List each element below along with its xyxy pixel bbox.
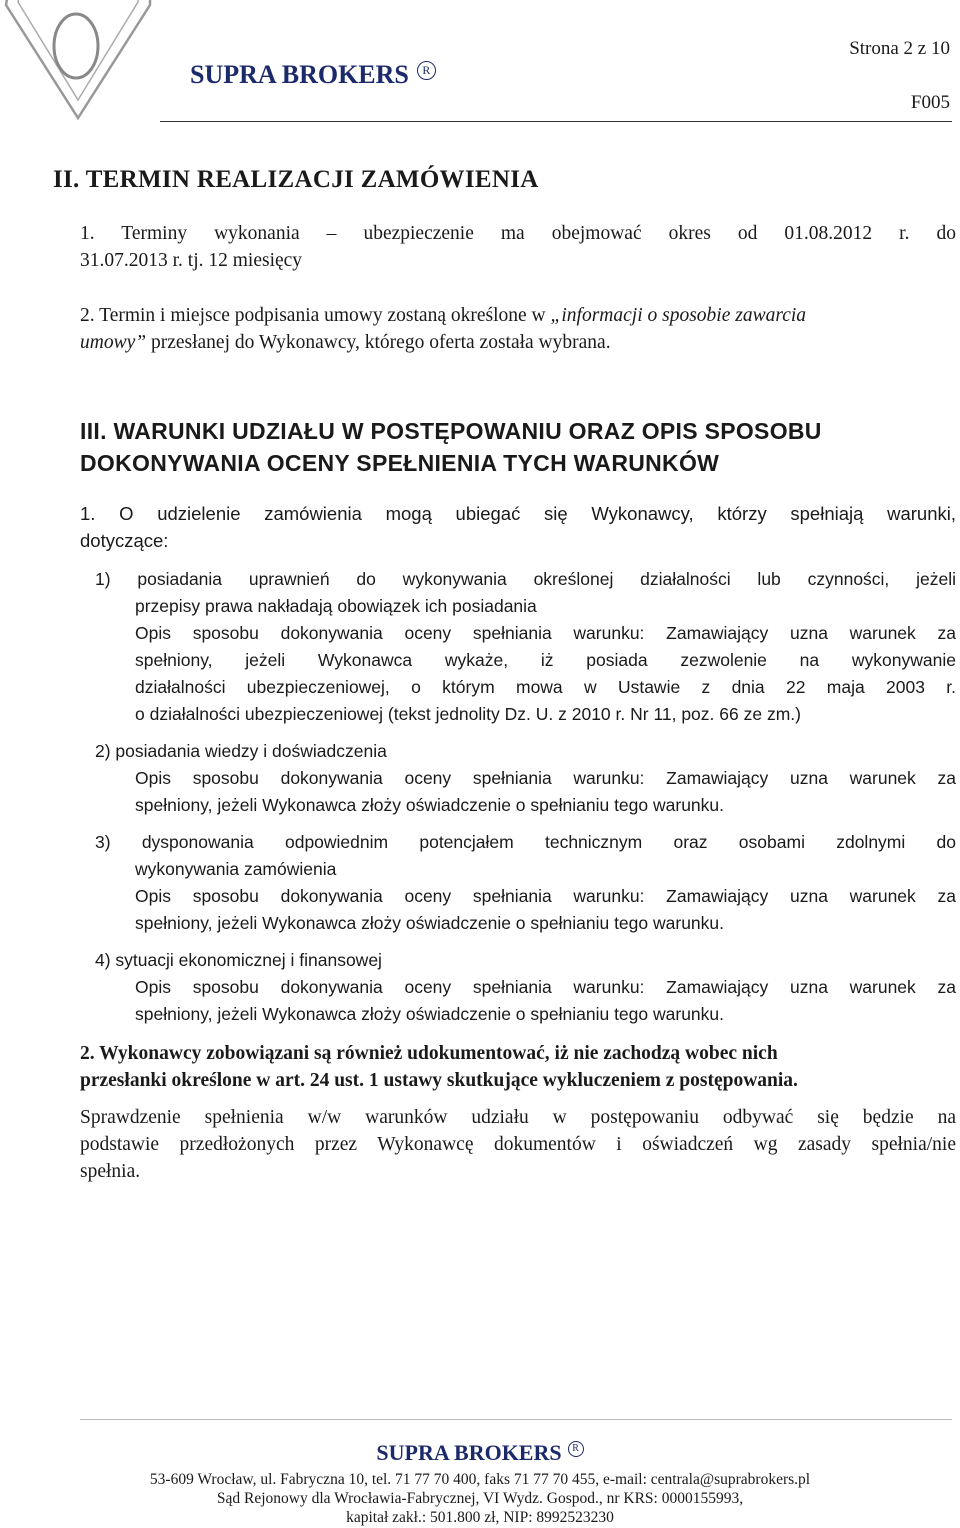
page-number: Strona 2 z 10 [849, 38, 950, 59]
section-2-item-1-line-2: 31.07.2013 r. tj. 12 miesięcy [80, 250, 303, 271]
section-2-item-1-line-1: 1. Terminy wykonania – ubezpieczenie ma obejmować okres od 01.08.2012 r. do [80, 223, 956, 244]
item-2-italic-title: „informacji o sposobie zawarcia [550, 305, 807, 326]
condition-4-line-3: spełniony, jeżeli Wykonawca złoży oświadczenie o spełnianiu tego warunku. [135, 1004, 725, 1024]
point-2-line-2: przesłanki określone w art. 24 ust. 1 ustawy skutkujące wykluczeniem z postępowania. [80, 1070, 798, 1091]
condition-1-line-4: spełniony, jeżeli Wykonawca wykaże, iż posiada zezwolenie na wykonywanie [135, 650, 956, 670]
verification-line-3: spełnia. [80, 1161, 141, 1182]
footer-address: 53-609 Wrocław, ul. Fabryczna 10, tel. 71 77 70 400, faks 71 77 70 455, e-mail: centrala@suprabrokers.pl [149, 1471, 811, 1488]
footer-capital: kapitał zakł.: 501.800 zł, NIP: 8992523230 [346, 1509, 614, 1526]
section-2-heading: II. TERMIN REALIZACJI ZAMÓWIENIA [53, 166, 539, 193]
condition-1-line-3: Opis sposobu dokonywania oceny spełniania warunku: Zamawiający uzna warunek za [135, 623, 956, 643]
company-logo [0, 0, 160, 125]
section-3-intro-line-2: dotyczące: [80, 530, 169, 551]
condition-3-line-3: Opis sposobu dokonywania oceny spełniania warunku: Zamawiający uzna warunek za [135, 886, 956, 906]
registered-mark: R [417, 61, 436, 80]
footer-rule [80, 1419, 952, 1420]
item-2-italic-title-end: umowy” [80, 332, 147, 353]
section-3-heading-line-2: DOKONYWANIA OCENY SPEŁNIENIA TYCH WARUNKÓW [80, 450, 720, 476]
condition-4-line-1: 4) sytuacji ekonomicznej i finansowej [95, 950, 382, 970]
verification-line-1: Sprawdzenie spełnienia w/w warunków udziału w postępowaniu odbywać się będzie na [80, 1107, 956, 1128]
footer-registry: Sąd Rejonowy dla Wrocławia-Fabrycznej, VI Wydz. Gospod., nr KRS: 0000155993, [216, 1490, 744, 1507]
section-2-item-2-line-1 [80, 302, 806, 329]
condition-3-line-2: wykonywania zamówienia [135, 859, 337, 879]
document-code: F005 [910, 92, 950, 113]
condition-4-line-2: Opis sposobu dokonywania oceny spełniania warunku: Zamawiający uzna warunek za [135, 977, 956, 997]
condition-3-line-1: 3) dysponowania odpowiednim potencjałem technicznym oraz osobami zdolnymi do [95, 832, 956, 852]
footer-registered-mark: R [568, 1441, 584, 1457]
section-3-intro-line-1: 1. O udzielenie zamówienia mogą ubiegać się Wykonawcy, którzy spełniają warunki, [80, 503, 956, 524]
footer-brand: SUPRA BROKERS R [0, 1440, 960, 1466]
condition-1-line-2: przepisy prawa nakładają obowiązek ich posiadania [135, 596, 537, 616]
condition-1-line-1: 1) posiadania uprawnień do wykonywania określonej działalności lub czynności, jeżeli [95, 569, 956, 589]
item-2-text: 2. Termin i miejsce podpisania umowy zostaną określone w [80, 305, 551, 326]
section-2-item-2-line-2 [80, 329, 611, 356]
verification-line-2: podstawie przedłożonych przez Wykonawcę dokumentów i oświadczeń wg zasady spełnia/nie [80, 1134, 956, 1155]
condition-2-line-2: Opis sposobu dokonywania oceny spełniania warunku: Zamawiający uzna warunek za [135, 768, 956, 788]
condition-1-line-6: o działalności ubezpieczeniowej (tekst jednolity Dz. U. z 2010 r. Nr 11, poz. 66 ze zm.) [135, 704, 801, 724]
point-2-line-1: 2. Wykonawcy zobowiązani są również udokumentować, iż nie zachodzą wobec nich [80, 1043, 778, 1064]
condition-2-line-1: 2) posiadania wiedzy i doświadczenia [95, 741, 387, 761]
header-brand: SUPRA BROKERS R [190, 60, 436, 90]
header-rule [160, 121, 952, 122]
condition-2-line-3: spełniony, jeżeli Wykonawca złoży oświadczenie o spełnianiu tego warunku. [135, 795, 725, 815]
section-3-heading-line-1: III. WARUNKI UDZIAŁU W POSTĘPOWANIU ORAZ OPIS SPOSOBU [80, 418, 822, 444]
condition-3-line-4: spełniony, jeżeli Wykonawca złoży oświadczenie o spełnianiu tego warunku. [135, 913, 725, 933]
condition-1-line-5: działalności ubezpieczeniowej, o którym mowa w Ustawie z dnia 22 maja 2003 r. [135, 677, 956, 697]
item-2-text-end: przesłanej do Wykonawcy, którego oferta została wybrana. [146, 332, 611, 353]
